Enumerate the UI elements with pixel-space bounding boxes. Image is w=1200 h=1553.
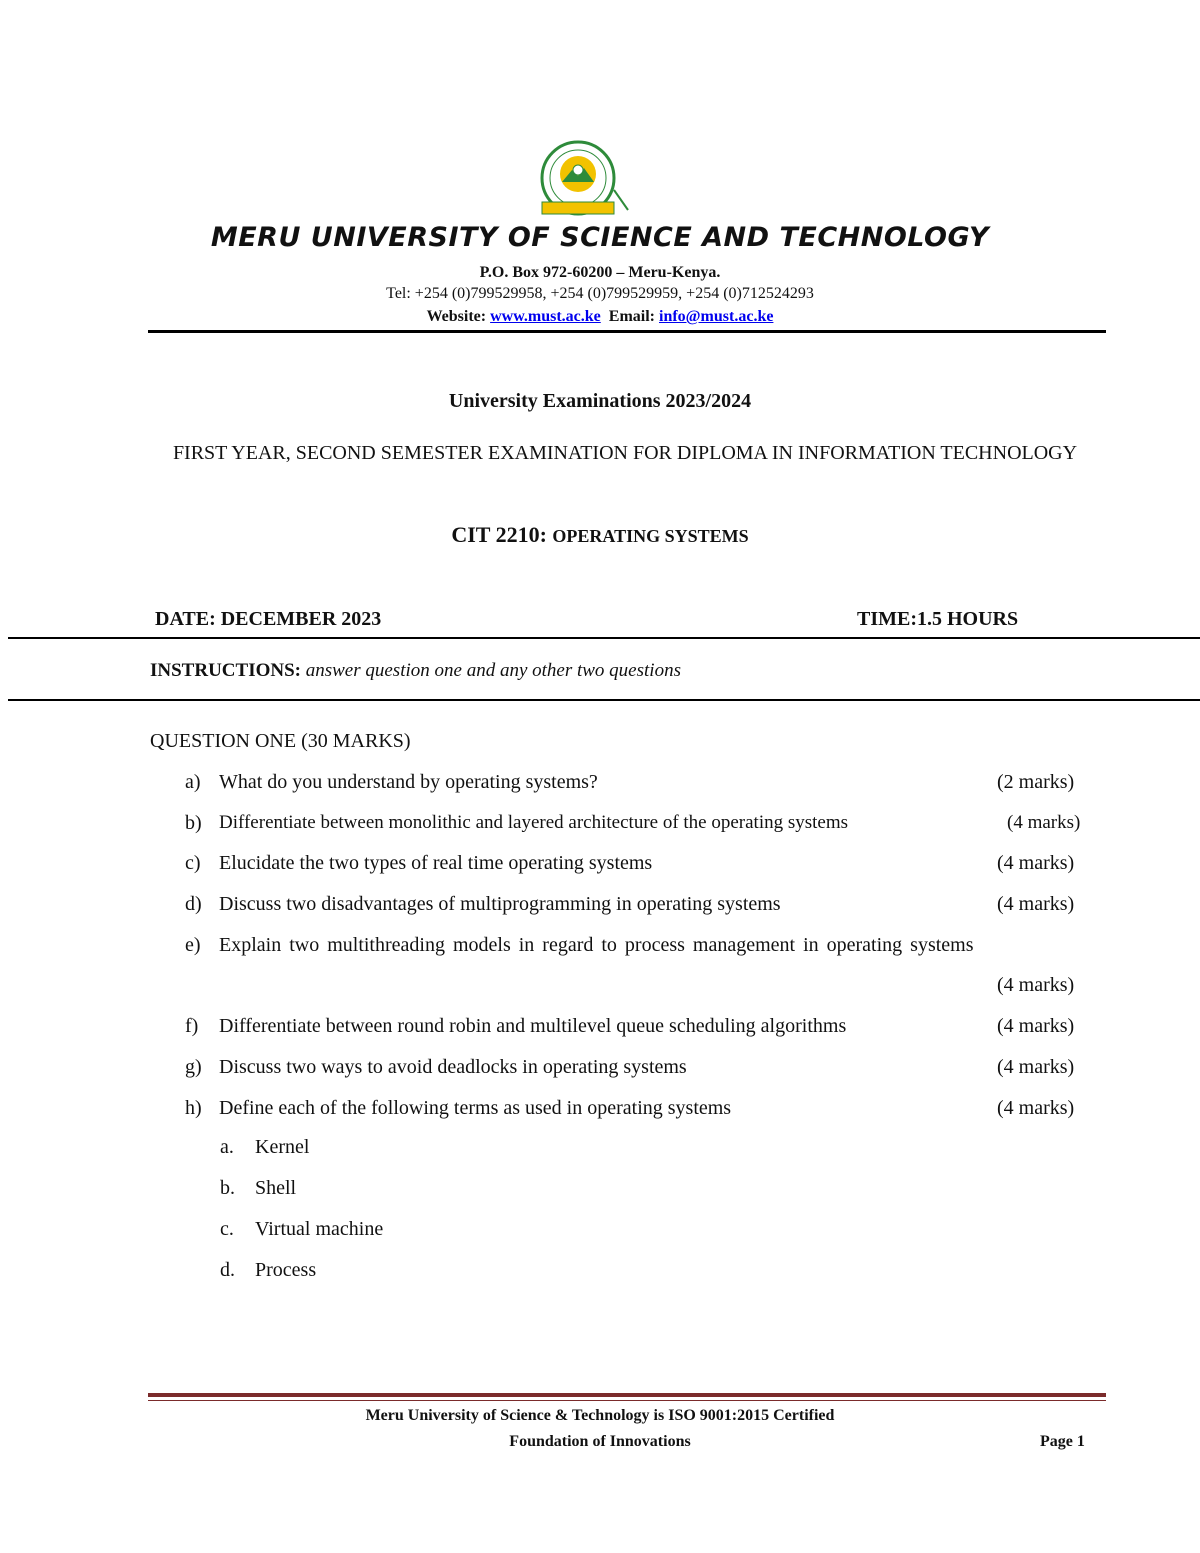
course-name: OPERATING SYSTEMS (552, 526, 749, 546)
item-marks: (4 marks) (997, 1015, 1075, 1037)
course-title (0, 522, 1200, 548)
item-text: Differentiate between round robin and multilevel queue scheduling algorithms (219, 1015, 847, 1037)
sub-item-text: Virtual machine (255, 1218, 384, 1240)
page-number: Page 1 (1040, 1433, 1085, 1450)
instructions-divider (8, 699, 1200, 701)
item-letter: f) (185, 1015, 199, 1037)
item-marks: (4 marks) (997, 852, 1075, 874)
instructions-label: INSTRUCTIONS: (150, 660, 301, 681)
item-letter: a) (185, 771, 201, 793)
item-marks: (2 marks) (997, 771, 1075, 793)
exam-date: DATE: DECEMBER 2023 (155, 608, 382, 630)
item-letter: g) (185, 1056, 202, 1078)
sub-item-text: Shell (255, 1177, 297, 1199)
item-text: Discuss two ways to avoid deadlocks in operating systems (219, 1056, 687, 1078)
university-logo (528, 140, 632, 220)
item-letter: h) (185, 1097, 202, 1119)
item-marks: (4 marks) (997, 974, 1075, 996)
item-marks: (4 marks) (997, 893, 1075, 915)
sub-item-letter: a. (220, 1136, 234, 1158)
footer-certification: Meru University of Science & Technology is ISO 9001:2015 Certified (365, 1407, 835, 1424)
header-divider (148, 330, 1106, 333)
website-link[interactable]: www.must.ac.ke (490, 308, 601, 325)
item-text: Discuss two disadvantages of multiprogramming in operating systems (219, 893, 781, 915)
course-code: CIT 2210: (451, 522, 547, 547)
email-label: Email: (608, 308, 655, 325)
item-text: Define each of the following terms as used in operating systems (219, 1097, 732, 1119)
sub-item-text: Kernel (255, 1136, 310, 1158)
telephone: Tel: +254 (0)799529958, +254 (0)799529959, +254 (0)712524293 (386, 285, 814, 302)
sub-item-text: Process (255, 1259, 317, 1281)
item-text: Explain two multithreading models in regard to process management in operating systems (219, 934, 974, 956)
website-label: Website: (426, 308, 487, 325)
item-marks: (4 marks) (997, 1056, 1075, 1078)
instructions (150, 660, 681, 682)
program-title: FIRST YEAR, SECOND SEMESTER EXAMINATION FOR DIPLOMA IN INFORMATION TECHNOLOGY (172, 442, 1078, 464)
date-divider (8, 637, 1200, 639)
exam-time: TIME:1.5 HOURS (857, 608, 1019, 630)
question-one-title: QUESTION ONE (30 MARKS) (150, 730, 411, 752)
university-name: MERU UNIVERSITY OF SCIENCE AND TECHNOLOGY (210, 222, 990, 253)
sub-item-letter: b. (220, 1177, 235, 1199)
item-letter: c) (185, 852, 201, 874)
contact-line (0, 308, 1200, 326)
item-letter: d) (185, 893, 202, 915)
footer-divider-thin (148, 1400, 1106, 1401)
footer-motto: Foundation of Innovations (509, 1433, 691, 1450)
item-marks: (4 marks) (997, 1097, 1075, 1119)
item-text: What do you understand by operating systems? (219, 771, 598, 793)
item-text: Elucidate the two types of real time operating systems (219, 852, 653, 874)
instructions-text: answer question one and any other two questions (305, 660, 681, 681)
footer-divider (148, 1393, 1106, 1397)
item-marks: (4 marks) (1007, 812, 1081, 833)
po-box: P.O. Box 972-60200 – Meru-Kenya. (479, 264, 721, 281)
sub-item-letter: c. (220, 1218, 234, 1240)
sub-item-letter: d. (220, 1259, 235, 1281)
item-text: Differentiate between monolithic and layered architecture of the operating systems (219, 812, 849, 833)
exam-heading: University Examinations 2023/2024 (448, 390, 752, 412)
email-link[interactable]: info@must.ac.ke (659, 308, 774, 325)
item-letter: e) (185, 934, 201, 956)
item-letter: b) (185, 812, 202, 834)
